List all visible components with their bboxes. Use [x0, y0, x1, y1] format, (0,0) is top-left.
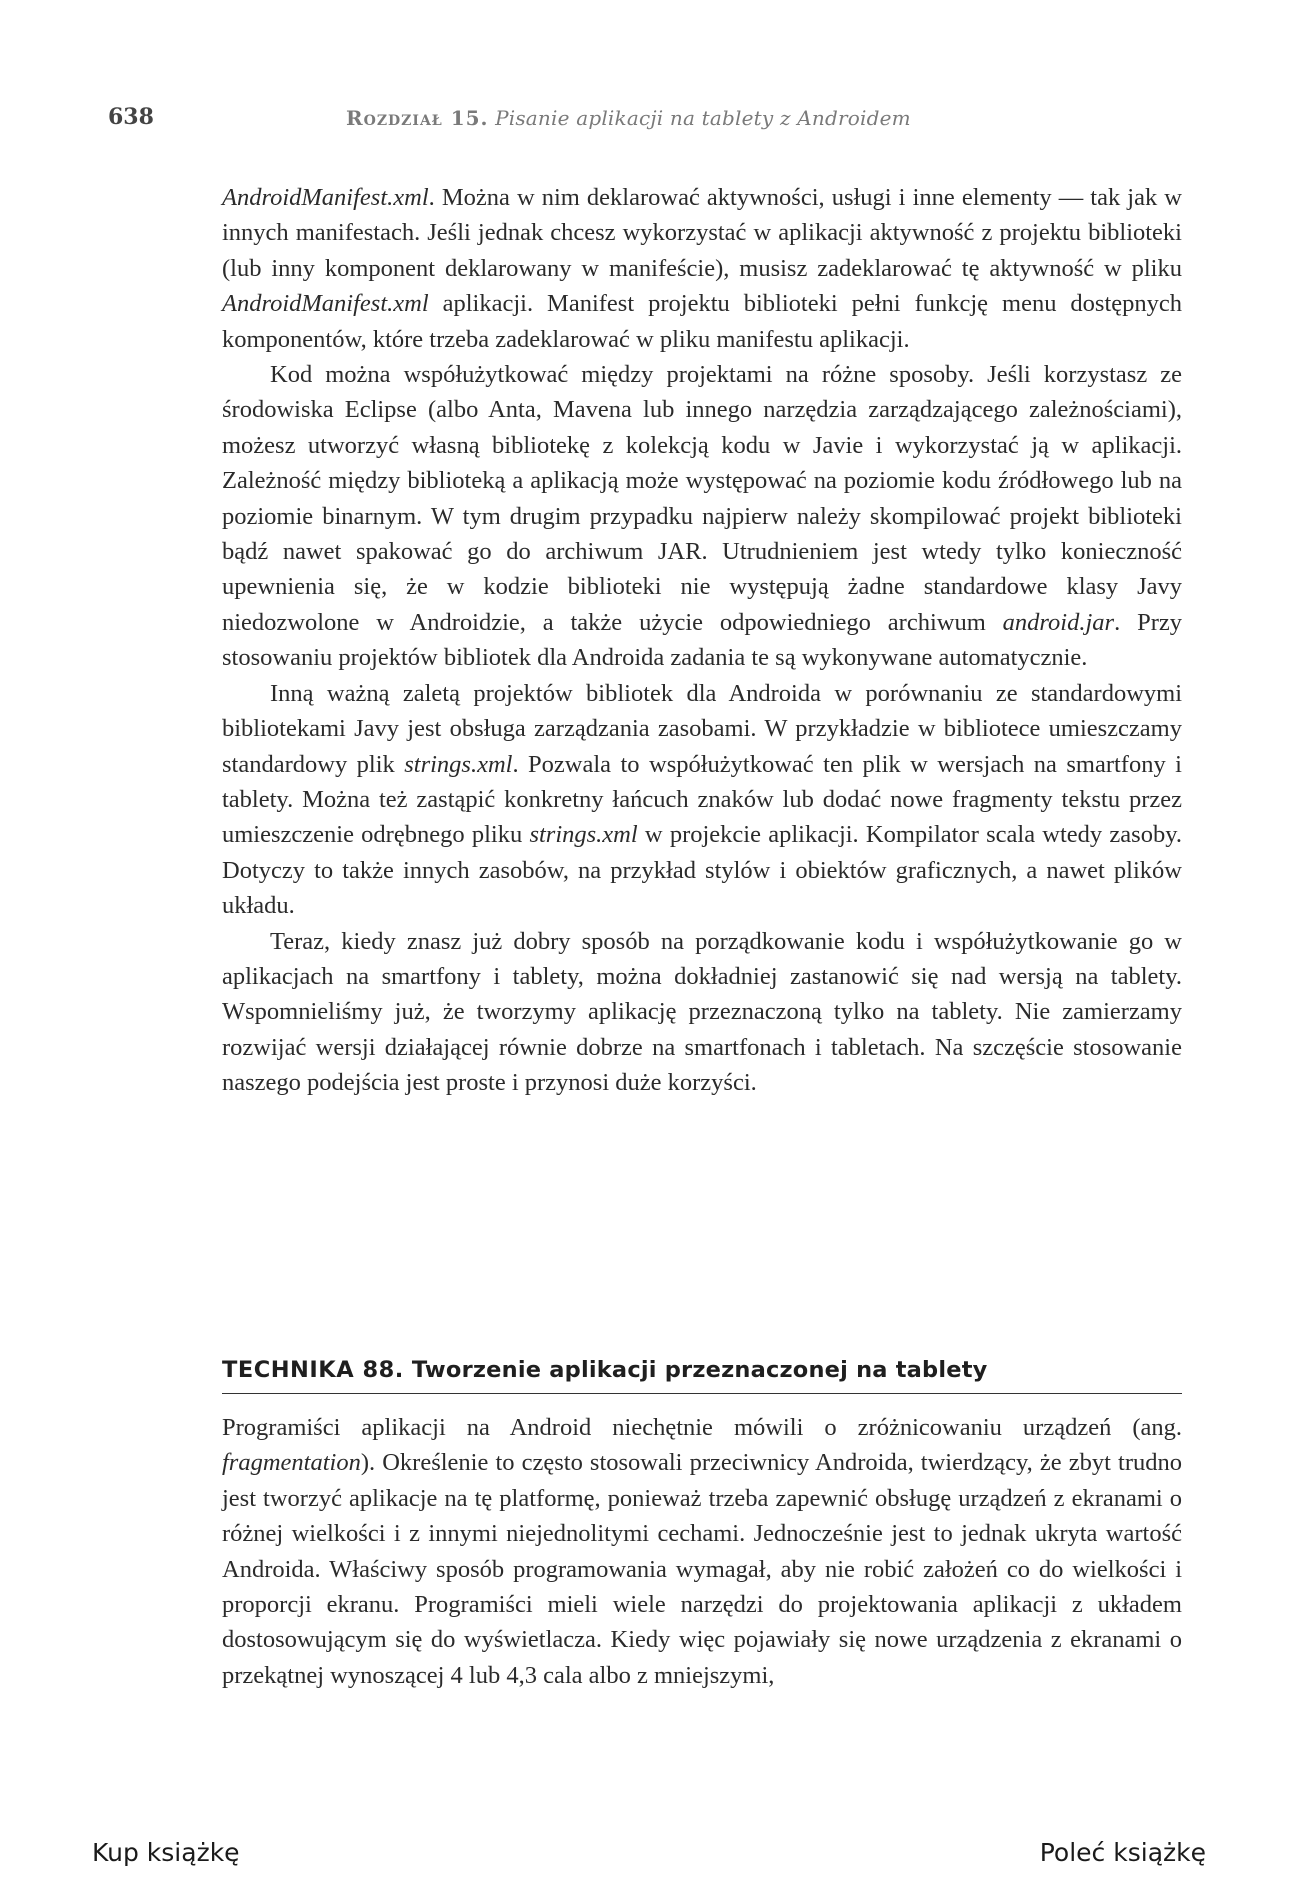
- technique-heading: [222, 1357, 1182, 1394]
- paragraph: [222, 1410, 1182, 1693]
- body-text-bottom: [222, 1410, 1182, 1693]
- text-run: Teraz, kiedy znasz już dobry sposób na porządkowanie kodu i współużytkowanie go w aplikacjach na smartfony i tablety, można dokładniej zastanowić się nad wersją na tablety. Wspomnieliśmy już, że tworzymy aplikację przeznaczoną tylko na tablety. Nie zamierzamy rozwijać wersji działającej równie dobrze na smartfonach i tabletach. Na szczęście stosowanie naszego podejścia jest proste i przynosi duże korzyści.: [222, 927, 1182, 1097]
- chapter-title: Pisanie aplikacji na tablety z Androidem: [495, 106, 911, 130]
- paragraph: [222, 180, 1182, 357]
- text-run: ). Określenie to często stosowali przeciwnicy Androida, twierdzący, że zbyt trudno jest tworzyć aplikacje na tę platformę, ponieważ trzeba zapewnić obsługę urządzeń z ekranami o różnej wielkości i z innymi niejednolitymi cechami. Jednocześnie jest to jednak ukryta wartość Androida. Właściwy sposób programowania wymagał, aby nie robić założeń co do wielkości i proporcji ekranu. Programiści mieli wiele narzędzi do projektowania aplikacji z układem dostosowującym się do wyświetlacza. Kiedy więc pojawiały się nowe urządzenia z ekranami o przekątnej wynoszącej 4 lub 4,3 cala albo z mniejszymi,: [222, 1449, 1182, 1689]
- paragraph: [222, 357, 1182, 676]
- text-run: Programiści aplikacji na Android niechętnie mówili o zróżnicowaniu urządzeń (ang.: [222, 1414, 1182, 1441]
- chapter-label: Rozdział 15.: [346, 106, 489, 130]
- italic-term: strings.xml: [529, 821, 638, 849]
- text-run: Kod można współużytkować między projektami na różne sposoby. Jeśli korzystasz ze środowiska Eclipse (albo Anta, Mavena lub innego narzędzia zarządzającego zależnościami), możesz utworzyć własną bibliotekę z kolekcją kodu w Javie i wykorzystać ją w aplikacji. Zależność między biblioteką a aplikacją może występować na poziomie kodu źródłowego lub na poziomie binarnym. W tym drugim przypadku najpierw należy skompilować projekt biblioteki bądź nawet spakować go do archiwum JAR. Utrudnieniem jest wtedy tylko konieczność upewnienia się, że w kodzie biblioteki nie występują żadne standardowe klasy Javy niedozwolone w Androidzie, a także użycie odpowiedniego archiwum: [222, 361, 1182, 636]
- text-run: aplikacji. Manifest projektu biblioteki pełni funkcję menu dostępnych komponentów, które trzeba zadeklarować w pliku manifestu aplikacji.: [222, 290, 1182, 353]
- recommend-book-link[interactable]: Poleć książkę: [1039, 1838, 1206, 1867]
- italic-term: AndroidManifest.xml: [222, 290, 429, 318]
- italic-term: fragmentation: [222, 1449, 361, 1477]
- buy-book-link[interactable]: Kup książkę: [92, 1838, 240, 1867]
- text-run: . Przy stosowaniu projektów bibliotek dla Androida zadania te są wykonywane automatycznie.: [222, 608, 1182, 672]
- text-run: w projekcie aplikacji. Kompilator scala wtedy zasoby. Dotyczy to także innych zasobów, na przykład stylów i obiektów graficznych, a nawet plików układu.: [222, 821, 1182, 920]
- technique-title: Tworzenie aplikacji przeznaczonej na tablety: [411, 1357, 988, 1383]
- text-run: . Pozwala to współużytkować ten plik w wersjach na smartfony i tablety. Można też zastąpić konkretny łańcuch znaków lub dodać nowe fragmenty tekstu przez umieszczenie odrębnego pliku: [222, 750, 1182, 849]
- running-head: [346, 106, 911, 130]
- page-number: 638: [108, 104, 154, 130]
- page-header: [108, 104, 1184, 140]
- page-footer: [0, 1838, 1292, 1870]
- technique-number: TECHNIKA 88.: [222, 1357, 404, 1383]
- body-text-top: [222, 180, 1182, 1101]
- italic-term: strings.xml: [404, 750, 513, 778]
- italic-term: android.jar: [1002, 608, 1115, 636]
- technique-label-wrap: [222, 1357, 988, 1383]
- text-run: Inną ważną zaletą projektów bibliotek dla Androida w porównaniu ze standardowymi bibliotekami Javy jest obsługa zarządzania zasobami. W przykładzie w bibliotece umieszczamy standardowy plik: [222, 679, 1182, 778]
- paragraph: [222, 924, 1182, 1101]
- paragraph: [222, 676, 1182, 924]
- text-run: . Można w nim deklarować aktywności, usługi i inne elementy — tak jak w innych manifestach. Jeśli jednak chcesz wykorzystać w aplikacji aktywność z projektu biblioteki (lub inny komponent deklarowany w manifeście), musisz zadeklarować tę aktywność w pliku: [222, 184, 1182, 282]
- italic-term: AndroidManifest.xml: [222, 184, 429, 211]
